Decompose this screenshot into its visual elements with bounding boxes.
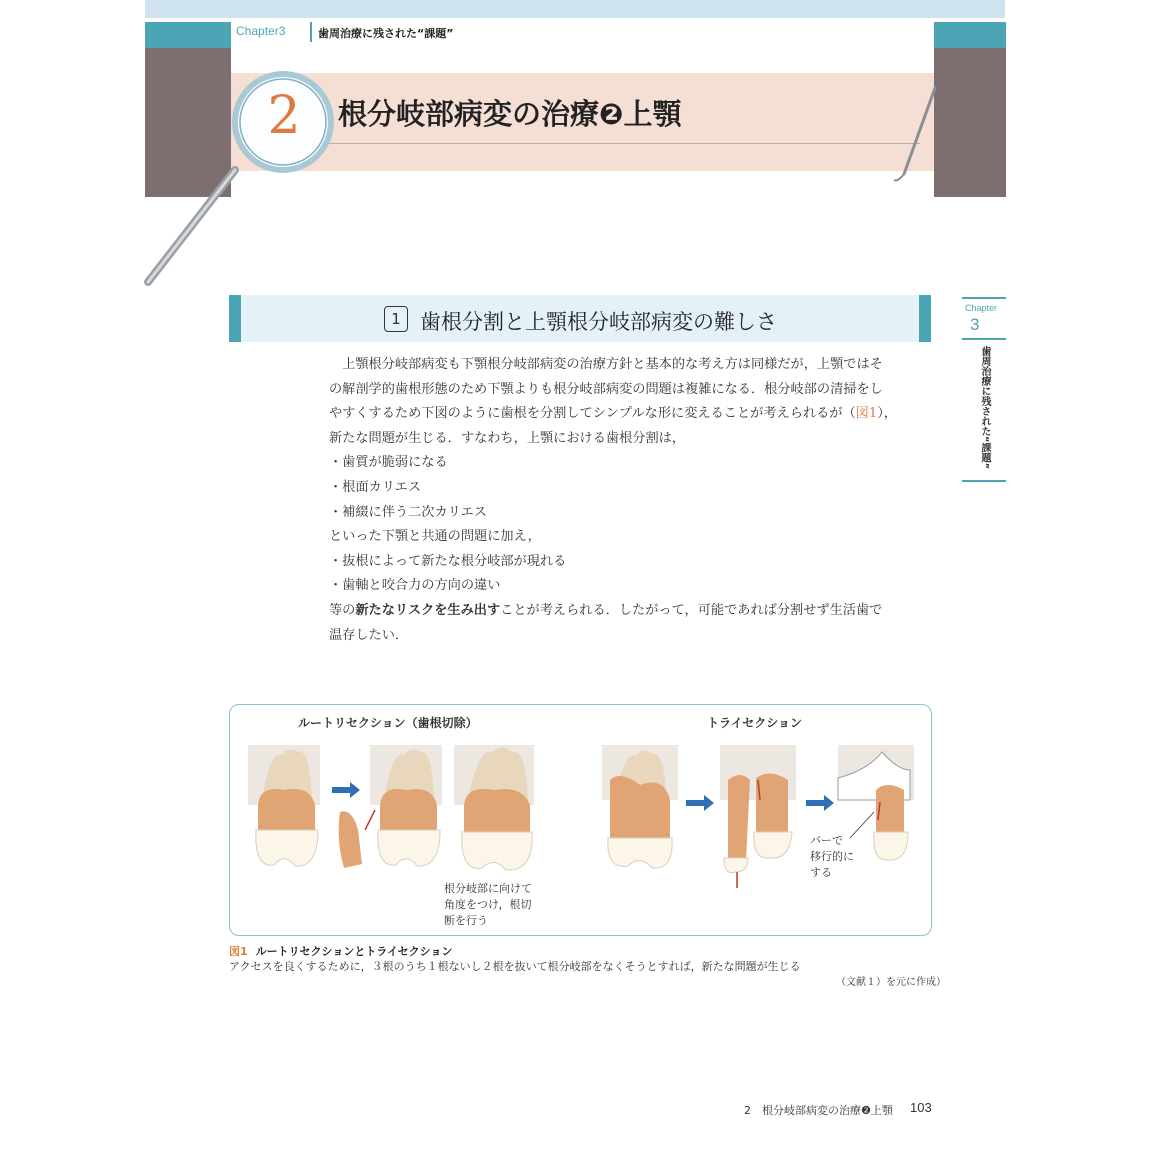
side-tab-chapter: Chapter [965, 303, 998, 313]
body-line: といった下顎と共通の問題に加え， [329, 529, 541, 545]
tooth-trisection-cut [720, 745, 796, 888]
page-number: 103 [910, 1100, 932, 1115]
figure-caption-title: 図1 ルートリセクションとトライセクション [229, 945, 453, 958]
figure-left-title: ルートリセクション（歯根切除） [298, 716, 478, 730]
section-number: 1 [384, 306, 408, 332]
page-title: 根分岐部病変の治療❷上顎 [338, 97, 682, 131]
figure-reference[interactable]: 図1 [855, 406, 878, 422]
body-text [329, 353, 934, 648]
tooth-original [248, 745, 320, 866]
arrow-icon [332, 782, 360, 798]
figure-note-left: 根分岐部に向けて 角度をつけ，根切 断を行う [444, 882, 532, 927]
figure-right-title: トライセクション [707, 716, 803, 730]
header-right-teal [934, 22, 1006, 48]
header-right-block [934, 22, 1006, 197]
body-line: 温存したい． [329, 627, 409, 643]
top-band [145, 0, 1005, 18]
body-line: 等の新たなリスクを生み出すことが考えられる．したがって，可能であれば分割せず生活歯で [329, 602, 883, 618]
chapter-separator [310, 22, 312, 42]
bullet-item: ・根面カリエス [329, 479, 422, 495]
side-tab-bottom-rule [962, 480, 1006, 482]
tooth-resected [339, 745, 442, 868]
body-line: やすくするため下図のように歯根を分割してシンプルな形に変えることが考えられるが（図1）， [329, 406, 897, 422]
tooth-angled-cut [454, 745, 534, 870]
magnifier-icon [140, 60, 360, 290]
bullet-item: ・歯質が脆弱になる [329, 455, 448, 471]
figure-caption-text: アクセスを良くするために，３根のうち１根ないし２根を抜いて根分岐部をなくそうとすれば，新たな問題が生じる [229, 960, 801, 973]
figure-note-right: バーで 移行的に する [810, 834, 854, 879]
section-bar-right-accent [919, 295, 931, 342]
bullet-item: ・抜根によって新たな根分岐部が現れる [329, 553, 567, 569]
section-number-badge: 2 [267, 86, 301, 146]
bullet-item: ・歯軸と咬合力の方向の違い [329, 578, 501, 594]
probe-icon [890, 82, 940, 192]
arrow-icon [686, 795, 714, 811]
body-line: の解剖学的歯根形態のため下顎よりも根分岐部病変の問題は複雑になる．根分岐部の清掃をし [329, 381, 883, 397]
chapter-label: Chapter3 [236, 24, 286, 38]
running-footer: 2 根分岐部病変の治療❷上顎 [744, 1104, 893, 1117]
arrow-icon [806, 795, 834, 811]
emphasis-text: 新たなリスクを生み出す [355, 602, 501, 618]
figure-label: 図1 [229, 945, 248, 958]
figure-source: （文献１）を元に作成） [836, 977, 946, 988]
bullet-item: ・補綴に伴う二次カリエス [329, 504, 487, 520]
header-left-teal [145, 22, 231, 48]
body-line: 新たな問題が生じる．すなわち，上顎における歯根分割は， [329, 430, 686, 446]
tooth-trisection-original [602, 745, 678, 868]
side-tab-top-rule [962, 297, 1006, 299]
side-tab-mid-rule [962, 338, 1006, 340]
title-underline [320, 143, 920, 144]
side-tab-label: 歯周治療に残された“課題” [979, 346, 990, 470]
section-title: 歯根分割と上顎根分岐部病変の難しさ [420, 310, 777, 334]
side-tab-number: 3 [970, 315, 980, 334]
chapter-subtitle: 歯周治療に残された“課題” [318, 27, 454, 40]
section-bar-left-accent [229, 295, 241, 342]
body-line: 上顎根分岐部病変も下顎根分岐部病変の治療方針と基本的な考え方は同様だが，上顎ではそ [342, 357, 883, 372]
